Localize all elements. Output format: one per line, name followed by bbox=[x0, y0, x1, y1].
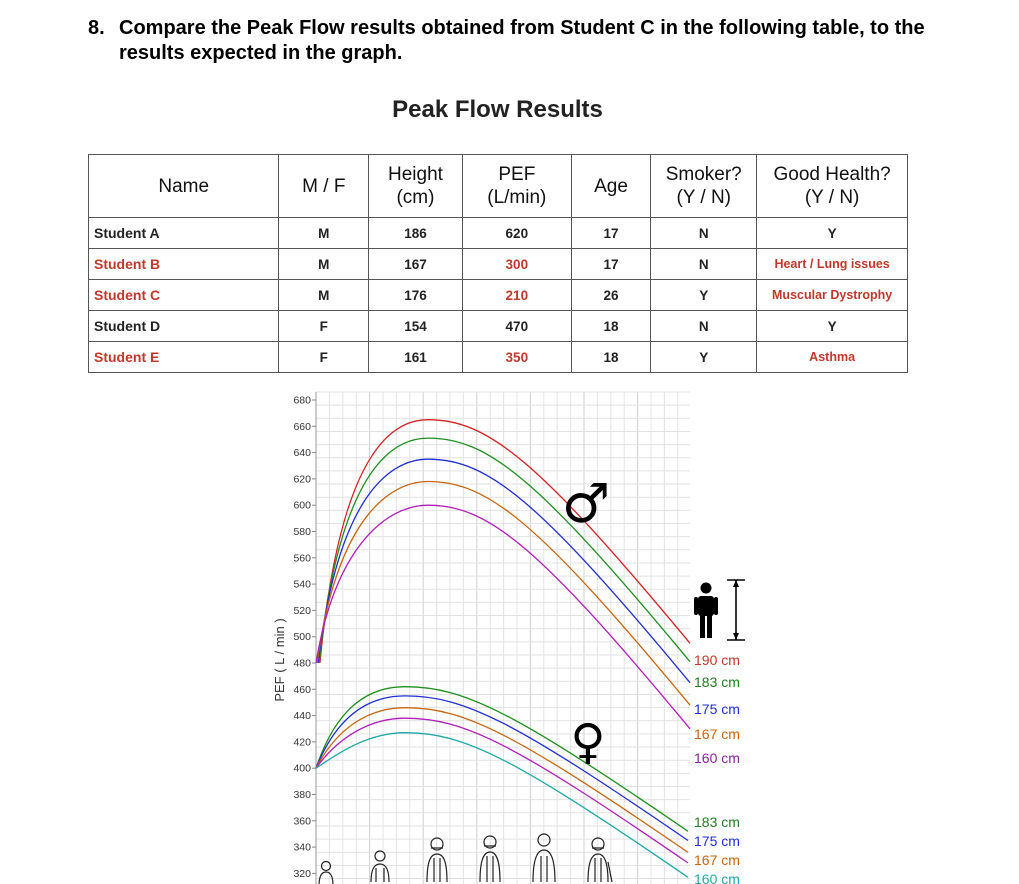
height-person-icon bbox=[694, 580, 745, 640]
y-tick-labels bbox=[293, 395, 316, 880]
y-tick-label: 440 bbox=[293, 710, 311, 723]
cell-smoker: N bbox=[651, 311, 757, 342]
cell-pef: 210 bbox=[462, 280, 571, 311]
cell-name: Student E bbox=[89, 342, 279, 373]
female-legend-label: 160 cm bbox=[694, 871, 740, 884]
y-tick-label: 420 bbox=[293, 736, 311, 749]
cell-pef: 470 bbox=[462, 311, 571, 342]
y-tick-label: 480 bbox=[293, 657, 311, 670]
cell-health: Muscular Dystrophy bbox=[757, 280, 908, 311]
cell-name: Student A bbox=[89, 218, 279, 249]
y-tick-label: 520 bbox=[293, 604, 311, 617]
cell-health: Asthma bbox=[757, 342, 908, 373]
header-pef-line1: PEF bbox=[498, 164, 536, 185]
male-legend-label: 190 cm bbox=[694, 652, 740, 668]
y-tick-label: 400 bbox=[293, 762, 311, 775]
header-age: Age bbox=[571, 155, 650, 218]
cell-pef: 620 bbox=[462, 218, 571, 249]
age-figure-icons bbox=[319, 834, 612, 884]
cell-mf: M bbox=[279, 218, 369, 249]
series-line-female-167cm bbox=[316, 708, 688, 853]
cell-name: Student C bbox=[89, 280, 279, 311]
y-axis-label: PEF ( L / min ) bbox=[272, 618, 287, 702]
y-tick-label: 660 bbox=[293, 420, 311, 433]
cell-name: Student B bbox=[89, 249, 279, 280]
header-height-line1: Height bbox=[388, 164, 443, 185]
header-smoker-line1: Smoker? bbox=[665, 164, 742, 185]
female-height-legend bbox=[694, 814, 740, 884]
cell-age: 18 bbox=[571, 342, 650, 373]
male-legend-label: 167 cm bbox=[694, 726, 740, 742]
y-tick-label: 380 bbox=[293, 789, 311, 801]
cell-mf: F bbox=[279, 342, 369, 373]
female-legend-label: 183 cm bbox=[694, 814, 740, 830]
y-tick-label: 600 bbox=[293, 499, 311, 512]
cell-pef: 300 bbox=[462, 249, 571, 280]
y-tick-label: 320 bbox=[293, 867, 311, 880]
female-legend-label: 175 cm bbox=[694, 833, 740, 849]
y-tick-label: 500 bbox=[293, 631, 311, 644]
y-tick-label: 580 bbox=[293, 526, 311, 538]
cell-smoker: Y bbox=[651, 280, 757, 311]
cell-health: Y bbox=[757, 218, 908, 249]
y-tick-label: 460 bbox=[293, 683, 311, 696]
chart-curves bbox=[316, 420, 690, 878]
header-health-line2: (Y / N) bbox=[804, 187, 860, 208]
y-tick-label: 620 bbox=[293, 473, 311, 486]
cell-age: 26 bbox=[571, 280, 650, 311]
cell-smoker: N bbox=[651, 218, 757, 249]
header-height-line2: (cm) bbox=[396, 187, 435, 208]
y-tick-label: 540 bbox=[293, 578, 311, 591]
header-pef-line2: (L/min) bbox=[487, 187, 547, 208]
header-mf: M / F bbox=[279, 155, 369, 218]
series-line-female-160cm bbox=[316, 718, 688, 863]
cell-health: Heart / Lung issues bbox=[757, 249, 908, 280]
cell-health: Y bbox=[757, 311, 908, 342]
cell-mf: F bbox=[279, 311, 369, 342]
cell-height: 176 bbox=[369, 280, 463, 311]
male-symbol: ♂ bbox=[561, 472, 611, 535]
cell-mf: M bbox=[279, 280, 369, 311]
y-tick-label: 360 bbox=[293, 815, 311, 828]
cell-height: 161 bbox=[369, 342, 463, 373]
cell-name: Student D bbox=[89, 311, 279, 342]
series-line-female-175cm bbox=[316, 696, 688, 841]
male-legend-label: 183 cm bbox=[694, 674, 740, 690]
male-legend-label: 160 cm bbox=[694, 750, 740, 766]
question-number: 8. bbox=[88, 17, 105, 39]
header-health-line1: Good Health? bbox=[773, 164, 891, 185]
cell-age: 17 bbox=[571, 218, 650, 249]
series-line-male-183cm bbox=[319, 438, 690, 663]
cell-age: 18 bbox=[571, 311, 650, 342]
y-tick-label: 640 bbox=[293, 447, 311, 460]
header-smoker-line2: (Y / N) bbox=[676, 187, 731, 208]
cell-age: 17 bbox=[571, 249, 650, 280]
cell-smoker: N bbox=[651, 249, 757, 280]
table-title: Peak Flow Results bbox=[392, 96, 603, 123]
female-legend-label: 167 cm bbox=[694, 852, 740, 868]
male-legend-label: 175 cm bbox=[694, 701, 740, 717]
female-symbol: ♀ bbox=[570, 714, 606, 770]
question-text: Compare the Peak Flow results obtained from Student C in the following table, to the results expected in the graph. bbox=[119, 17, 925, 64]
cell-height: 154 bbox=[369, 311, 463, 342]
y-tick-label: 560 bbox=[293, 552, 311, 565]
cell-pef: 350 bbox=[462, 342, 571, 373]
y-tick-label: 340 bbox=[293, 841, 311, 854]
y-tick-label: 680 bbox=[293, 394, 311, 407]
cell-smoker: Y bbox=[651, 342, 757, 373]
cell-height: 167 bbox=[369, 249, 463, 280]
cell-height: 186 bbox=[369, 218, 463, 249]
series-line-male-190cm bbox=[320, 420, 690, 663]
header-name: Name bbox=[89, 155, 279, 218]
cell-mf: M bbox=[279, 249, 369, 280]
series-line-female-extra bbox=[316, 733, 688, 878]
male-height-legend bbox=[694, 652, 740, 766]
